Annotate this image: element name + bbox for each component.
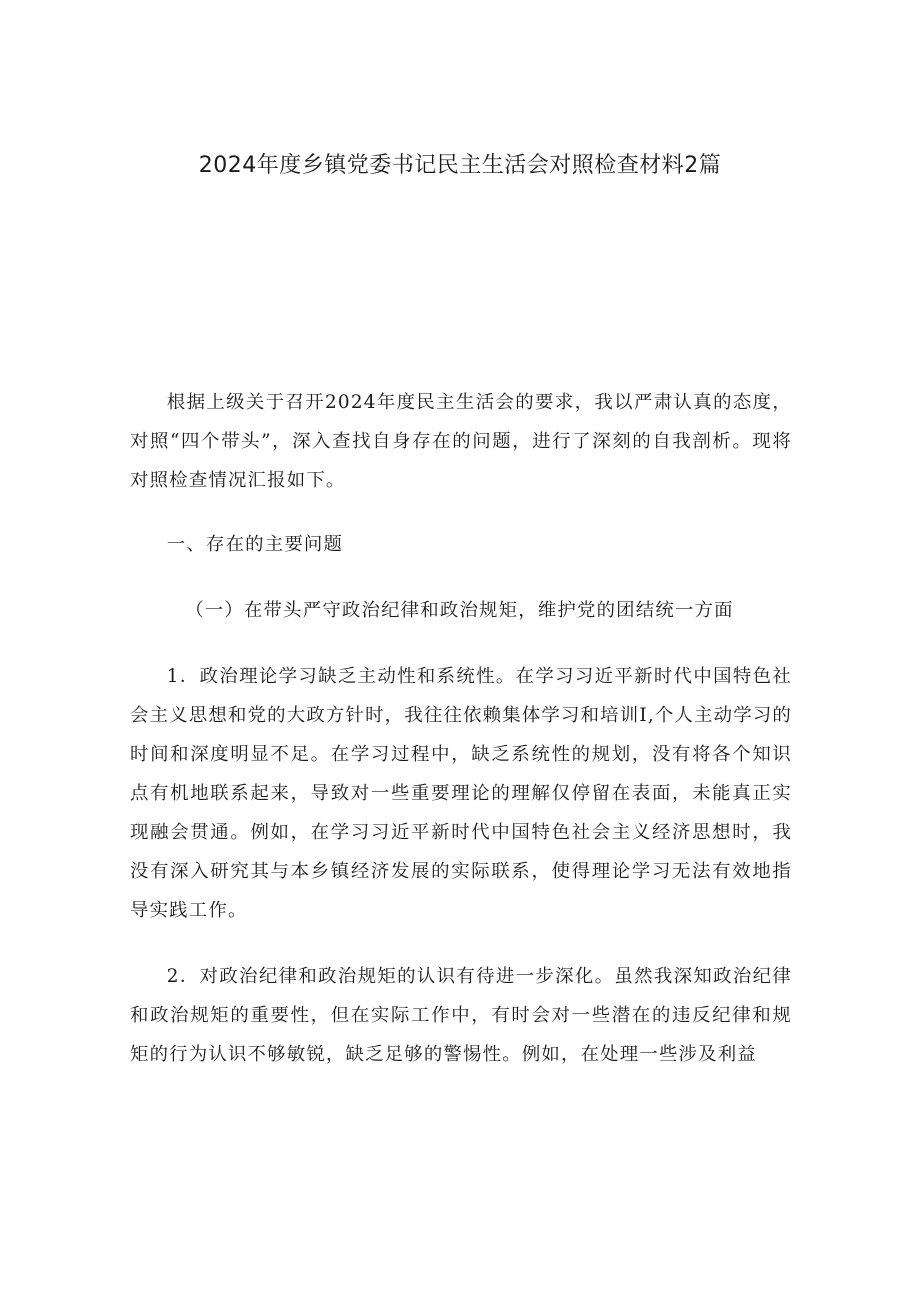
section-heading: 一、存在的主要问题 (166, 534, 344, 555)
document-title: 2024年度乡镇党委书记民主生活会对照检查材料2篇 (198, 153, 722, 178)
item-paragraph-1: 1．政治理论学习缺乏主动性和系统性。在学习习近平新时代中国特色社会主义思想和党的大政方针时，我往往依赖集体学习和培训I,个人主动学习的时间和深度明显不足。在学习过程中，缺乏系统性的规划，没有将各个知识点有机地联系起来，导致对一些重要理论的理解仅停留在表面，未能真正实现融会贯通。例如，在学习习近平新时代中国特色社会主义经济思想时，我没有深入研究其与本乡镇经济发展的实际联系，使得理论学习无法有效地指导实践工作。 (130, 666, 793, 921)
subsection-heading: （一）在带头严守政治纪律和政治规矩，维护党的团结统一方面 (185, 600, 734, 621)
item-paragraph-2: 2．对政治纪律和政治规矩的认识有待进一步深化。虽然我深知政治纪律和政治规矩的重要性，但在实际工作中，有时会对一些潜在的违反纪律和规矩的行为认识不够敏锐，缺乏足够的警惕性。例如，在处理一些涉及利益 (130, 966, 792, 1065)
document-body (130, 383, 792, 1074)
intro-paragraph: 根据上级关于召开2024年度民主生活会的要求，我以严肃认真的态度，对照“四个带头”，深入查找自身存在的问题，进行了深刻的自我剖析。现将对照检查情况汇报如下。 (130, 392, 792, 491)
